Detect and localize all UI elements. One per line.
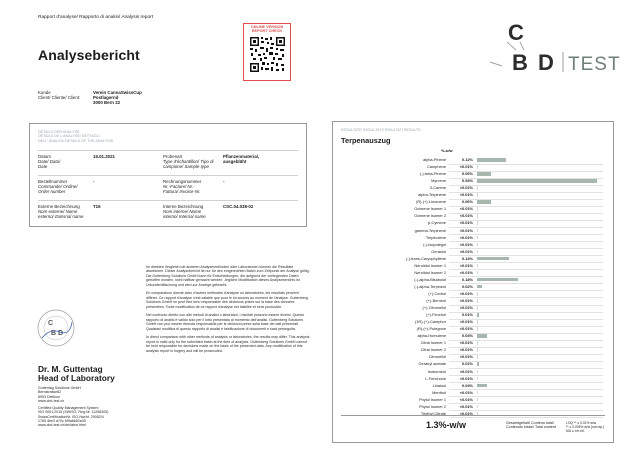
- total-content-block: [341, 415, 605, 433]
- terpene-name: (+)-Citronellol: [422, 305, 446, 311]
- total-label: Gesamtgehalt/ Contenu total/ Contenuto totale/ Total content: [506, 421, 556, 430]
- terpene-value: <0.01%: [459, 354, 473, 360]
- terpene-name: Camphene: [426, 164, 446, 170]
- terpene-name: Phytol Isomer 2: [418, 403, 446, 409]
- terpene-value: <0.01%: [459, 326, 473, 332]
- qr-report-check[interactable]: [243, 23, 291, 81]
- qr-code-icon: [249, 36, 286, 73]
- terpene-name: Linalool: [432, 382, 446, 388]
- terpene-value: <0.01%: [459, 241, 473, 247]
- limit-legend: LOQ ** ≤ 0.01% w/w ** ≤ 0.005% w/w (not rep.) MU ≤ ±m rel.: [566, 421, 605, 433]
- terpene-bar: [477, 278, 518, 282]
- terpene-name: (-)-alpha-Bisabolol: [414, 276, 446, 282]
- page-title: Analysebericht: [38, 47, 140, 63]
- terpene-bar: [477, 179, 597, 183]
- terpene-bar: [477, 377, 478, 381]
- terpene-name: alpha-Humulene: [417, 333, 446, 339]
- terpene-bar: [477, 229, 478, 233]
- terpene-value: <0.01%: [459, 305, 473, 311]
- terpene-bar: [477, 214, 478, 218]
- terpene-bar: [477, 355, 478, 359]
- terpene-bar: [477, 313, 479, 317]
- terpene-value: <0.01%: [459, 403, 473, 409]
- terpene-value: <0.01%: [459, 248, 473, 254]
- signer-block: [38, 365, 115, 384]
- disclaimer-fr: En comparaison directe avec d'autres méthodes d'analyse ou laboratoires, les résultats peuvent différer. Ce rapport d'analyse n'est valable que pour le lot soumis au moment de l'analyse. Guttenberg Solutions GmbH ne peut être tenu responsable des décisions prises sur la base des données présentées. Toute modification de ce rapport d'analyse est falsifiée et sera poursuivie.: [146, 291, 308, 309]
- terpene-name: L-Fenchone: [425, 375, 446, 381]
- terpene-name: Phytol Isomer 1: [418, 396, 446, 402]
- terpene-name: (+)-Cedrol: [428, 290, 446, 296]
- terpene-bar: [477, 221, 478, 225]
- terpene-name: (-)-Isopulegol: [423, 241, 446, 247]
- invoice-label: Rechnungsnummer Nr.-Facture/ Nr.- Fattura/ Invoice-Nr.: [163, 179, 202, 195]
- terpene-bar: [477, 341, 478, 345]
- date-label: Datum Date/ Data/ Date: [38, 154, 61, 170]
- logo-letter-d: D: [538, 50, 554, 75]
- order-value: -: [93, 179, 95, 184]
- client-label: Kunde: [38, 90, 51, 95]
- terpene-bar: [477, 320, 478, 324]
- terpene-bar: [477, 158, 506, 162]
- terpene-bar: [477, 405, 478, 409]
- terpene-value: 0.02%: [461, 283, 473, 289]
- company-footer: Guttentag Solutions GmbH Bernstrasse82 8953 Dietikon www.cbd-test.ch Certified Quality Management System ISO 9001:2015 (SWISO, Reg.Nr. 11258305) SwissCertificationNr. ISO-Nachf. 29082/4 1765 4be3 a70c 6f9a6b52a35 www.cbd-test.ch/de/labor.html: [38, 386, 109, 428]
- disclaimer-de: Im direkten Vergleich mit anderen Analysemethoden oder Laboratorien können die Resultate abweichen. Dieser Analysebericht ist nur für den eingereichten Batch zum Zeitpunkt der Analyse gültig. Die Guttenberg Solutions GmbH kann für Entscheidungen, die aufgrund der vorliegenden Daten getroffen wurden, nicht haftbar gemacht werden. Jegliche Modifikation dieses Analyseberichts ist Urkundenfälschung und wird zur Anzeige gebracht.: [146, 265, 310, 287]
- terpene-name: 3-Carene: [429, 185, 446, 191]
- terpene-value: 0.01%: [461, 361, 473, 367]
- terpene-bar: [477, 306, 478, 310]
- disclaimer-en: In direct comparison with other methods of analysis or laboratories, the results may differ. This analysis report is valid only for the submitted batch at the time of analysis. Guttenberg Solutions GmbH cannot be held responsible for decisions made on the basis of the presented data. Any modification of this analysis report is forgery and will be prosecuted.: [146, 335, 310, 353]
- terpene-name: (-)-alpha-Terpineol: [414, 283, 446, 289]
- total-value: 1.3%-w/w: [426, 420, 467, 430]
- terpene-bar: [477, 257, 509, 261]
- terpene-name: Nerolidol Isomer 1: [414, 262, 446, 268]
- svg-text:C: C: [48, 320, 54, 327]
- terpene-bar: [477, 200, 491, 204]
- terpene-value: <0.01%: [459, 410, 473, 416]
- terpene-name: Citral Isomer 1: [420, 340, 446, 346]
- terpene-bar: [477, 165, 478, 169]
- terpene-bar: [477, 391, 478, 395]
- terpene-value: <0.01%: [459, 234, 473, 240]
- terpene-bar: [477, 348, 478, 352]
- internal-name-label: Interne Bezeichnung Nom interne/ Nome interno/ Internal name: [163, 204, 206, 220]
- terpene-name: (R)-(+)-Pulegone: [416, 326, 446, 332]
- qr-label-line-2: REPORT CHECK: [251, 29, 283, 34]
- results-card: [332, 121, 614, 443]
- terpene-name: Nerolidol Isomer 2: [414, 269, 446, 275]
- client-label-translations: Client/ Cliente/ Client:: [38, 95, 81, 100]
- cbd-test-logo: [462, 18, 621, 88]
- client-street: Postlagernd: [93, 95, 119, 100]
- terpene-bar: [477, 236, 478, 240]
- terpene-name: (-)-trans-Caryophyllene: [406, 255, 446, 261]
- terpene-name: (+)-Fenchol: [425, 312, 446, 318]
- terpene-name: Ocimene Isomer 2: [414, 213, 446, 219]
- terpene-value: <0.01%: [459, 269, 473, 275]
- terpene-value: 0.06%: [461, 171, 473, 177]
- terpene-bar: [477, 327, 478, 331]
- logo-word-test: TEST: [568, 54, 621, 75]
- row-divider: [449, 417, 603, 418]
- terpene-value: 0.54%: [461, 178, 473, 184]
- terpene-value: <0.01%: [459, 192, 473, 198]
- terpene-value: <0.01%: [459, 389, 473, 395]
- client-city: 3000 Bern 22: [93, 100, 121, 105]
- terpene-name: (1R)-(+)-Camphor: [414, 319, 446, 325]
- order-label: Bestellnummer Commande/ Ordine/ Order number: [38, 179, 78, 195]
- terpene-bar: [477, 334, 487, 338]
- terpene-value: 0.04%: [461, 333, 473, 339]
- terpene-bar: [477, 398, 478, 402]
- terpene-value: <0.01%: [459, 262, 473, 268]
- terpene-bar: [477, 186, 478, 190]
- terpene-name: Triethyl Citrate: [420, 410, 446, 416]
- terpene-value: <0.01%: [459, 227, 473, 233]
- terpene-value: 0.01%: [461, 312, 473, 318]
- terpene-value: <0.01%: [459, 340, 473, 346]
- terpene-value: <0.01%: [459, 206, 473, 212]
- terpene-value: <0.01%: [459, 298, 473, 303]
- lab-stamp-icon: [36, 308, 76, 348]
- terpene-bar: [477, 250, 478, 254]
- svg-text:B: B: [51, 330, 57, 337]
- terpene-bar: [477, 172, 491, 176]
- signer-name: Dr. M. Guttentag: [38, 364, 103, 374]
- terpene-name: Ocimene Isomer 1: [414, 206, 446, 212]
- sample-type-value: Pflanzenmaterial, ausgeblüht: [223, 154, 260, 165]
- terpene-bar: [477, 271, 478, 275]
- terpene-value: 0.04%: [461, 382, 473, 388]
- disclaimer-text: [146, 265, 311, 357]
- logo-letter-b: B: [512, 50, 528, 75]
- terpene-bar: [477, 207, 478, 211]
- terpene-name: Isoborneol: [427, 368, 446, 374]
- terpene-value: <0.01%: [459, 220, 473, 226]
- analysis-details-card: [29, 123, 307, 227]
- invoice-value: -: [223, 179, 225, 184]
- details-row-order: [38, 175, 298, 199]
- terpene-value: <0.01%: [459, 368, 473, 374]
- terpene-row: [333, 410, 613, 418]
- details-row-names: [38, 200, 298, 224]
- external-name-value: T16: [93, 204, 101, 209]
- unit-header: %-w/w: [441, 149, 453, 153]
- terpene-value: <0.01%: [459, 164, 473, 170]
- terpene-value: <0.01%: [459, 396, 473, 402]
- terpene-value: <0.01%: [459, 319, 473, 325]
- external-name-label: Externe Bezeichnung Nom externe/ Nome esterno/ External name: [38, 204, 84, 220]
- terpene-name: Terpinolene: [425, 234, 446, 240]
- results-heading: RESULTATE RESULTATS RISULTATI RESULTS: [341, 128, 421, 132]
- terpene-name: Geraniol: [431, 248, 446, 254]
- terpene-bar: [477, 384, 487, 388]
- terpene-value: <0.01%: [459, 185, 473, 191]
- terpene-value: <0.01%: [459, 290, 473, 296]
- terpene-name: Citral Isomer 2: [420, 347, 446, 353]
- qr-label-line-1: ONLINE VERSION: [250, 25, 284, 29]
- terpene-name: (-)-beta-Pinene: [419, 171, 446, 177]
- terpene-name: (+)-Borneol: [426, 298, 446, 303]
- terpene-bar: [477, 299, 478, 303]
- svg-text:D: D: [58, 330, 64, 337]
- terpene-name: alpha-Pinene: [423, 157, 446, 162]
- signer-role: Head of Laboratory: [38, 373, 115, 384]
- terpene-bar: [477, 370, 478, 374]
- disclaimer-it: Nel confronto diretto con altri metodi di analisi o laboratori, i risultati possono essere diversi. Questo rapporto di analisi è valido solo per il lotto presentato al momento dell'analisi. Guttenberg Solutions GmbH non può essere ritenuta responsabile per le decisioni prese sulla base dei dati presentati. Qualsiasi modifica di questo rapporto di analisi è falsificazione di documenti e sarà perseguita.: [146, 313, 305, 331]
- terpene-value: 0.06%: [461, 199, 473, 205]
- terpene-name: alpha-Terpinene: [418, 192, 446, 198]
- logo-letter-c: C: [508, 20, 524, 45]
- terpene-bar: [477, 243, 478, 247]
- internal-name-value: CSC.04.038-02: [223, 204, 254, 209]
- terpene-name: p-Cymene: [428, 220, 446, 226]
- terpene-value: 0.14%: [461, 255, 473, 261]
- report-type-caption: Rapport d'analyse/ Rapporto di analisi/ Analysis report: [38, 15, 154, 20]
- date-value: 15.01.2021: [93, 154, 115, 159]
- terpene-name: Menthol: [432, 389, 446, 395]
- terpene-value: <0.01%: [459, 375, 473, 381]
- client-name: Verein CannaSwissCup: [93, 90, 142, 95]
- terpene-name: Myrcene: [431, 178, 446, 184]
- terpene-section-title: Terpenauszug: [341, 136, 391, 145]
- terpene-name: gamma-Terpinene: [414, 227, 446, 233]
- details-row-date: [38, 150, 298, 174]
- terpene-name: (R)-(+)-Limonene: [416, 199, 446, 205]
- sample-type-label: Probenart Type d'échantillon/ Tipo di campione/ Sample type: [163, 154, 214, 170]
- details-heading: DETAILS DER ANALYSE DÉTAILS DE L'ANALYSE/ DETTAGLI DELL' ANALISI/ DETAILS OF THE ANALYSIS: [38, 130, 114, 143]
- terpene-bar: [477, 285, 482, 289]
- terpene-name: Citronellol: [428, 354, 446, 360]
- terpene-value: <0.01%: [459, 213, 473, 219]
- terpene-bar: [477, 193, 478, 197]
- terpene-value: 0.12%: [461, 157, 473, 162]
- terpene-bar: [477, 292, 478, 296]
- terpene-name: Geranyl acetate: [418, 361, 446, 367]
- terpene-value: 0.18%: [461, 276, 473, 282]
- terpene-bar: [477, 362, 479, 366]
- terpene-bar: [477, 264, 478, 268]
- terpene-value: <0.01%: [459, 347, 473, 353]
